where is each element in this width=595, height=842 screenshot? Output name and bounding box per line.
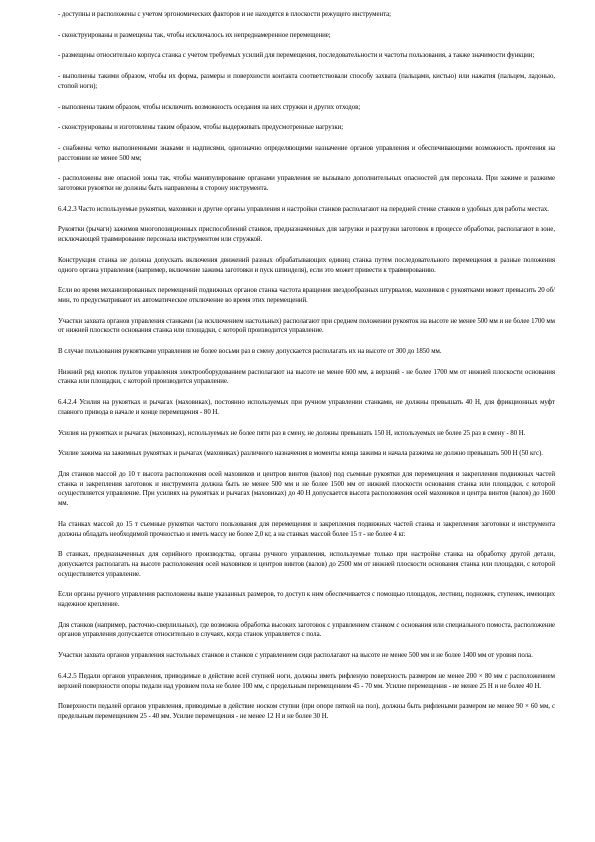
paragraph: Если органы ручного управления расположены выше указанных размеров, то доступ к ним обеспечивается с помощью площадок, лестниц, подножек, ступенек, имеющих надежное крепление. <box>58 591 555 609</box>
paragraph: - выполнены таким образом, чтобы исключить возможность оседания на них стружки и других отходов; <box>58 103 361 111</box>
document-text <box>58 10 555 733</box>
paragraph: Участки захвата органов управления настольных станков и станков с управлением сидя располагают на высоте не менее 500 мм и не более 1400 мм от уровня пола. <box>58 652 533 660</box>
paragraph: Для станков (например, расточно-сверлильных), где возможна обработка высоких заготовок с управлением станком с основания или специального помоста, расположение органов управления допускается относительно в случаях, когда станок управляется с пола. <box>58 621 555 639</box>
paragraph: - доступны и расположены с учетом эргономических факторов и не находятся в плоскости режущего инструмента; <box>58 11 392 18</box>
paragraph: На станках массой до 15 т съемные рукоятки частого пользования для перемещения и закрепления подвижных частей станка и закрепления заготовки и инструмента должны обладать необходимой прочностью и иметь массу не более 2,0 кг, а на станках массой более 15 т - не более 4 кг. <box>58 520 555 538</box>
paragraph: Рукоятки (рычаги) зажимов многопозиционных приспособлений станков, предназначенных для загрузки и разгрузки заготовок в процессе обработки, располагают в зоне, исключающей травмирование персонала инструментом или стружкой. <box>58 226 555 244</box>
paragraph: Усилия на рукоятках и рычагах (маховиках), используемых не более пяти раз в смену, не должны превышать 150 Н, используемых не более 25 раз в смену - 80 Н. <box>58 429 526 437</box>
paragraph: Конструкция станка не должна допускать включения движений разных обрабатывающих единиц станка путем последовательного перемещения в разные положения одного органа управления (например, включение зажима заготовки и пуск шпинделя), если это может привести к травмированию. <box>58 256 555 274</box>
section-6-4-2-4: 6.4.2.4 Усилия на рукоятках и рычагах (маховиках), постоянно используемых при ручном управлении станками, не должны превышать 40 Н, для фрикционных муфт главного привода в начале и конце перемещения - 80 Н. <box>58 399 555 416</box>
paragraph: Если во время механизированных перемещений подвижных органов станка частота вращения звездообразных штурвалов, маховиков с рукоятками может превысить 20 об/мин, то предусматривают их автоматическое отключение во время этих перемещений. <box>58 287 555 304</box>
paragraph: - снабжены четко выполненными знаками и надписями, однозначно определяющими назначение органов управления и обеспечивающими возможность прочтения на расстоянии не менее 500 мм; <box>58 144 555 162</box>
paragraph: Поверхности педалей органов управления, приводимые в действие носком ступни (при опоре пяткой на пол), должны быть рифлеными размером не менее 90 × 60 мм, с предельным перемещением 25 - 40 мм. Усилие перемещения - не менее 12 Н и не более 30 Н. <box>58 703 555 720</box>
paragraph: Участки захвата органов управления станками (за исключением настольных) располагают при среднем положении рукояток на высоте не менее 500 мм и не более 1700 мм от нижней плоскости основания станка или площадки, с которой производится управление. <box>58 317 555 335</box>
paragraph: - выполнены такими образом, чтобы их форма, размеры и поверхности контакта соответствовали способу захвата (пальцами, кистью) или нажатия (пальцем, ладонью, стопой ноги); <box>58 73 555 90</box>
paragraph: - сконструированы и изготовлены таким образом, чтобы выдерживать предусмотренные нагрузки; <box>58 124 344 132</box>
paragraph: - сконструированы и размещены так, чтобы исключалось их непреднамеренное перемещение; <box>58 31 331 39</box>
paragraph: В случае пользования рукоятками управления не более восьми раз в смену допускается располагать их на высоте от 300 до 1850 мм. <box>58 348 442 356</box>
section-6-4-2-3: 6.4.2.3 Часто используемые рукоятки, маховики и другие органы управления и настройки станков располагают на передней стенке станков в удобных для работы местах. <box>58 205 549 213</box>
paragraph: - расположены вне опасной зоны так, чтобы манипулирование органами управления не вызывало дополнительных опасностей для персонала. При зажиме и разжиме заготовки рукоятки не должны быть направлены в сторону инструмента. <box>58 175 555 193</box>
paragraph: В станках, предназначенных для серийного производства, органы ручного управления, используемые только при настройке станка на обработку другой детали, допускается располагать на высоте расположения осей маховиков и центров винтов (валов) до 2500 мм от нижней плоскости основания станка или площадки, с которой осуществляется управление. <box>58 551 555 578</box>
section-6-4-2-5: 6.4.2.5 Педали органов управления, приводимые в действие всей ступней ноги, должны иметь рифленую поверхность размером не менее 200 × 80 мм с расположением верхней поверхности опоры педали над уровнем пола не более 100 мм, с предельным перемещением 45 - 70 мм. Усилие перемещения - не менее 25 Н и не более 40 Н. <box>58 672 555 690</box>
paragraph: Нижний ряд кнопок пультов управления электрооборудованием располагают на высоте не менее 600 мм, а верхний - не более 1700 мм от нижней плоскости основания станка или площадки, с которой производится управление. <box>58 368 555 386</box>
paragraph: - размещены относительно корпуса станка с учетом требуемых усилий для перемещения, последовательности и частоты пользования, а также значимости функции; <box>58 52 535 60</box>
paragraph: Для станков массой до 10 т высота расположения осей маховиков и центров винтов (валов) под съемные рукоятки для перемещения и закрепления подвижных частей станка и закрепления заготовок и инструмента должна быть не менее 500 мм и не более 1500 мм от нижней плоскости основания станка или площадки, с которой осуществляется управление. При усилиях на рукоятках и рычагах (маховиках) до 40 Н допускается высота расположения осей маховиков и центра винтов (валов) до 1600 мм. <box>58 470 555 508</box>
paragraph: Усилие зажима на зажимных рукоятках и рычагах (маховиках) различного назначения в моменты конца зажима и начала разжима не должно превышать 500 Н (50 кгс). <box>58 450 543 458</box>
